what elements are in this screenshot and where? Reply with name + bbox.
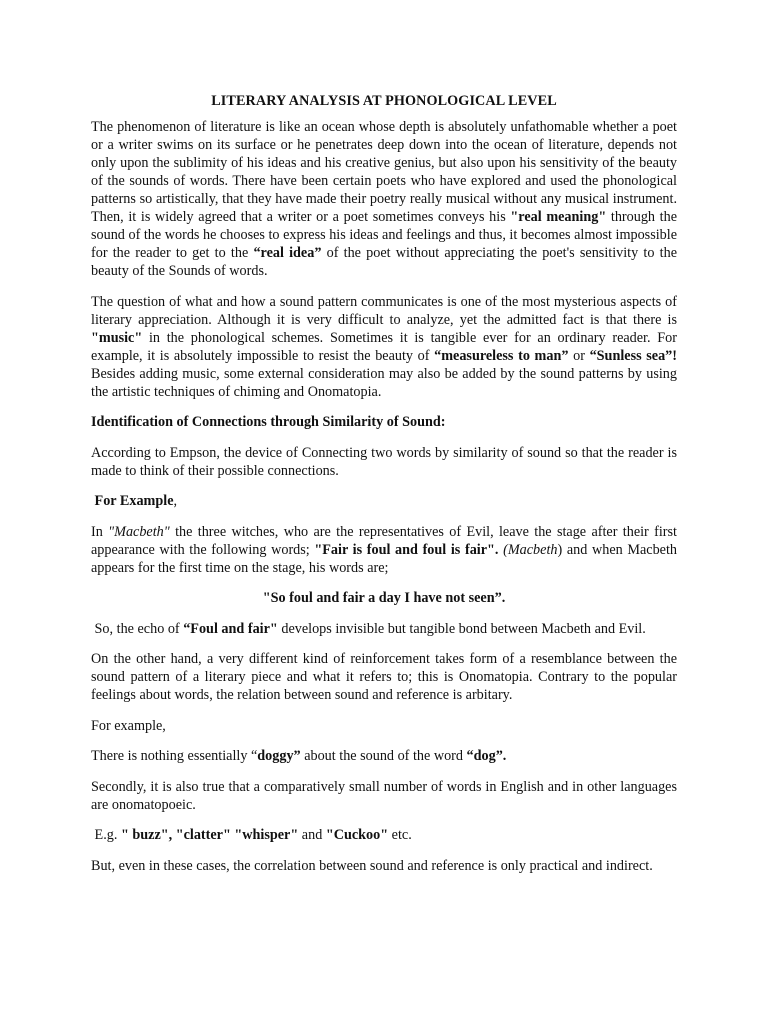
paragraph-text: develops invisible but tangible bond between Macbeth and Evil.: [277, 620, 646, 637]
paragraph-text: the three witches, who are the representatives of Evil, leave the stage after their first appearance with the following words;: [91, 523, 677, 558]
paragraph-text: The phenomenon of literature is like an ocean whose depth is absolutely unfathomable whether a poet or a writer swims on its surface or he penetrates deep down into the ocean of literature, depends not only upon the sublimity of his ideas and his creative genius, but also upon his sensitivity of the beauty of the sounds of words. There have been certain poets who have explored and used the phonological patterns so artistically, that they have made their poetry really musical without any musical instrument. Then, it is widely agreed that a writer or a poet sometimes conveys his: [91, 119, 677, 225]
italic-macbeth: "Macbeth": [108, 523, 170, 540]
page-title: LITERARY ANALYSIS AT PHONOLOGICAL LEVEL: [211, 93, 557, 109]
paragraph-text: The question of what and how a sound pattern communicates is one of the most mysterious aspects of literary appreciation. Although it is very difficult to analyze, yet the admitted fact is that there is: [91, 293, 677, 328]
bold-word-dog: “dog”.: [466, 748, 507, 764]
paragraph-onomatopia: On the other hand, a very different kind of reinforcement takes form of a resemblance between the sound pattern of a literary piece and what it refers to; this is Onomatopia. Contrary to the popular feelings about words, the relation between sound and reference is arbitary.: [91, 651, 677, 703]
bold-word-doggy: doggy”: [257, 748, 301, 764]
paragraph-text: of the poet without appreciating the poet's sensitivity to the beauty of the Sounds of words.: [91, 245, 677, 279]
paragraph-text: and: [298, 827, 326, 843]
paragraph-text: or: [568, 347, 590, 364]
centered-quote: [91, 589, 677, 607]
paragraph-sound-pattern: [91, 293, 677, 401]
bold-phrase-measureless: “measureless to man”: [434, 347, 569, 364]
paragraph-text: about the sound of the word: [300, 748, 467, 764]
paragraph-onomatopoeic: Secondly, it is also true that a comparatively small number of words in English and in other languages are onomatopoeic.: [91, 778, 677, 813]
bold-for-example: For Example: [94, 493, 174, 509]
paragraph-text: Besides adding music, some external consideration may also be added by the sound patterns by using the artistic techniques of chiming and Onomatopia.: [91, 365, 677, 400]
paragraph-text: E.g.: [94, 827, 121, 843]
italic-macbeth-citation: (Macbeth: [503, 541, 558, 558]
paragraph-introduction: [91, 118, 677, 280]
paragraph-text: ) and when Macbeth appears for the first time on the stage, his words are;: [91, 541, 678, 576]
section-heading-text: Identification of Connections through Similarity of Sound:: [91, 414, 446, 430]
paragraph-for-example-2: For example,: [91, 717, 166, 734]
section-heading: [91, 413, 677, 431]
bold-word-cuckoo: "Cuckoo": [325, 827, 389, 843]
bold-quote-fair-is-foul: "Fair is foul and foul is fair".: [314, 541, 499, 558]
bold-phrase-sunless-sea: “Sunless sea”!: [589, 347, 677, 364]
bold-phrase-music: "music": [91, 329, 143, 346]
paragraph-macbeth: [91, 523, 677, 577]
paragraph-doggy: [91, 747, 677, 765]
paragraph-text: through the sound of the words he chooses to express his ideas and feelings and thus, it becomes almost impossible for the reader to get to the: [91, 209, 678, 261]
paragraph-text: In: [91, 523, 109, 540]
paragraph-text: in the phonological schemes. Sometimes it is tangible ever for an ordinary reader. For example, it is absolutely impossible to resist the beauty of: [91, 329, 677, 364]
paragraph-text: etc.: [388, 827, 412, 843]
quote-text: "So foul and fair a day I have not seen”.: [262, 590, 506, 606]
paragraph-echo: [91, 620, 677, 638]
paragraph-empson: According to Empson, the device of Connecting two words by similarity of sound so that the reader is made to think of their possible connections.: [91, 444, 677, 479]
paragraph-text: There is nothing essentially “: [91, 748, 258, 764]
bold-phrase-foul-and-fair: “Foul and fair": [183, 620, 278, 637]
bold-phrase-real-idea: “real idea”: [253, 245, 322, 261]
paragraph-conclusion: But, even in these cases, the correlation between sound and reference is only practical and indirect.: [91, 857, 653, 874]
paragraph-for-example: [91, 492, 677, 510]
bold-words-buzz-clatter-whisper: " buzz", "clatter" "whisper": [120, 827, 299, 843]
bold-phrase-real-meaning: "real meaning": [510, 209, 607, 225]
paragraph-text: ,: [173, 493, 178, 509]
paragraph-examples: [91, 826, 677, 844]
paragraph-text: So, the echo of: [94, 620, 184, 637]
